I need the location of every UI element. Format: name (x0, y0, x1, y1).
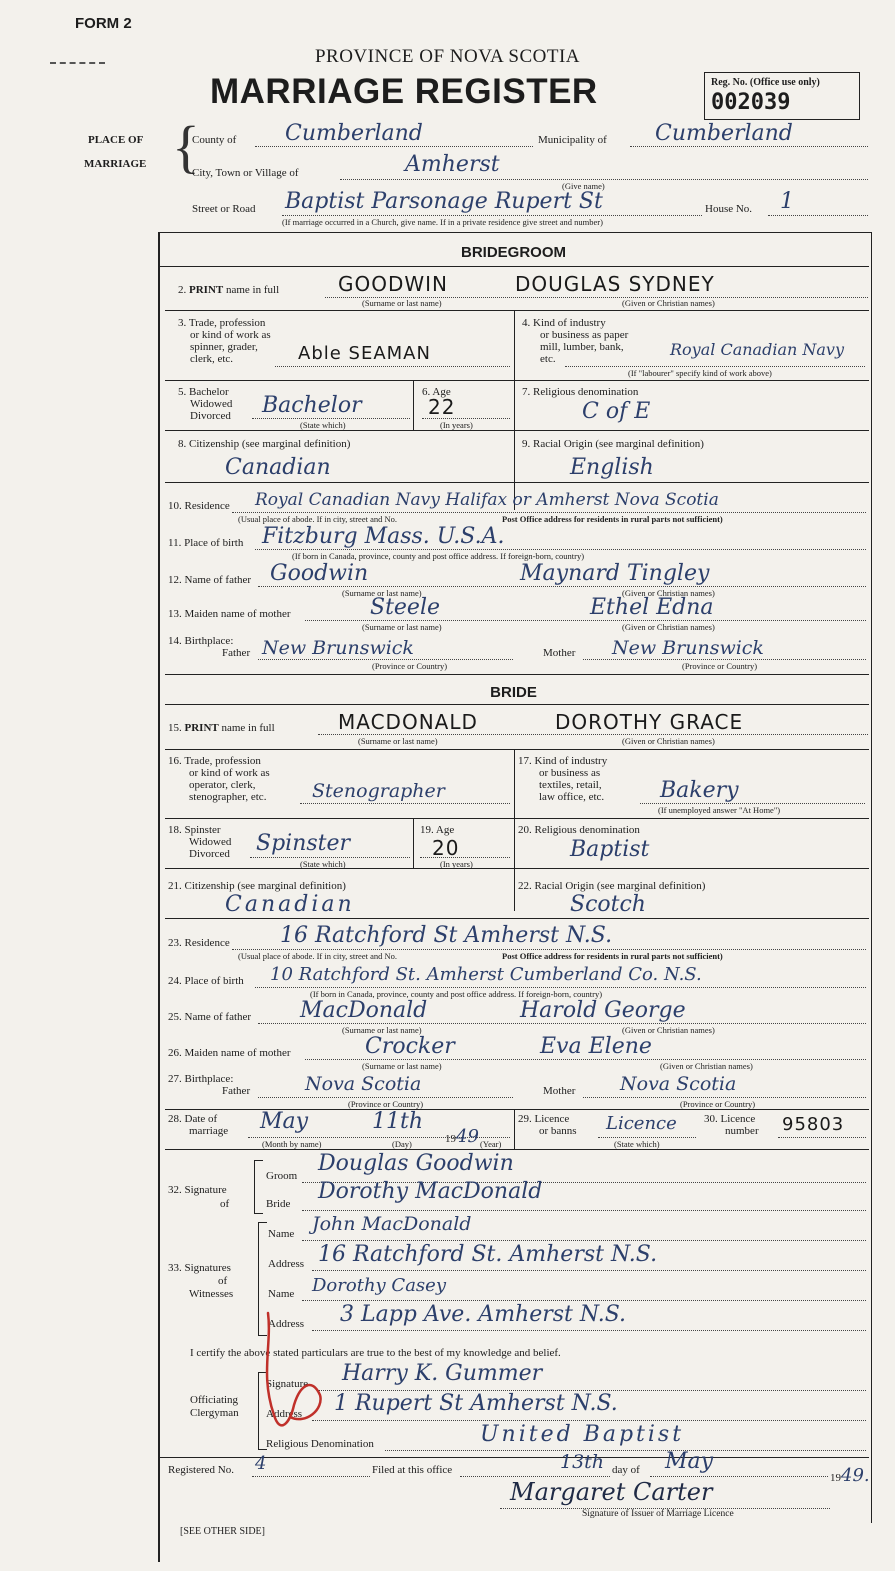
certification: I certify the above stated particulars are true to the best of my knowledge and belief. (190, 1347, 561, 1359)
field-16-label: 16. Trade, profession or kind of work as operator, clerk, stenographer, etc. (168, 755, 270, 803)
reg-no-box (704, 72, 860, 120)
field-22-label: 22. Racial Origin (see marginal definition) (518, 880, 706, 892)
field-3-label: 3. Trade, profession or kind of work as spinner, grader, clerk, etc. (178, 317, 271, 365)
bride-father-given: Harold George (520, 998, 686, 1023)
bride-mother-surname: Crocker (365, 1034, 455, 1059)
bride-industry: Bakery (660, 778, 739, 803)
field-33-label: 33. Signatures of Witnesses (168, 1262, 234, 1300)
w1-address: 16 Ratchford St. Amherst N.S. (318, 1242, 658, 1267)
groom-mother-prov-hint: (Province or Country) (682, 661, 758, 671)
field-21-label: 21. Citizenship (see marginal definition) (168, 880, 346, 892)
bride-birthplace-hint: (If born in Canada, province, county and post office address. If foreign-born, country) (310, 989, 603, 999)
groom-mother-birth-label: Mother (543, 647, 576, 659)
w2-name-label: Name (268, 1288, 295, 1300)
groom-father-surname: Goodwin (270, 561, 369, 586)
groom-sig-label: Groom (266, 1170, 298, 1182)
see-other-side: [SEE OTHER SIDE] (180, 1526, 265, 1537)
groom-citizenship: Canadian (225, 455, 331, 480)
groom-residence-hint: (Usual place of abode. If in city, street and No. (238, 514, 398, 524)
bride-citizenship: Canadian (225, 892, 355, 917)
filed-month: May (665, 1449, 714, 1474)
field-23-label: 23. Residence (168, 937, 230, 949)
field-11-label: 11. Place of birth (168, 537, 244, 549)
county-value: Cumberland (285, 121, 423, 146)
bride-residence: 16 Ratchford St Amherst N.S. (280, 923, 613, 948)
bride-industry-hint: (If unemployed answer "At Home") (658, 805, 781, 815)
groom-residence: Royal Canadian Navy Halifax or Amherst Nova Scotia (255, 490, 719, 510)
groom-father-prov-hint: (Province or Country) (372, 661, 448, 671)
form-title: MARRIAGE REGISTER (210, 72, 598, 111)
groom-mother-surname: Steele (370, 595, 441, 620)
bride-father-prov-hint: (Province or Country) (348, 1099, 424, 1109)
groom-father-surname-hint: (Surname or last name) (342, 588, 422, 598)
marriage-day: 11th (372, 1109, 424, 1134)
street-label: Street or Road (192, 203, 256, 215)
bride-father-birth-label: Father (222, 1085, 251, 1097)
province-heading: PROVINCE OF NOVA SCOTIA (314, 46, 581, 67)
bride-mother-given-hint: (Given or Christian names) (660, 1061, 753, 1071)
bride-status-hint: (State which) (300, 859, 346, 869)
field-15-label: 15. PRINT name in full (168, 722, 275, 734)
bride-age-hint: (In years) (440, 859, 473, 869)
bride-mother-given: Eva Elene (540, 1034, 652, 1059)
licence-type-hint: (State which) (614, 1139, 660, 1149)
field-27-label: 27. Birthplace: (168, 1073, 234, 1085)
bride-birthplace: 10 Ratchford St. Amherst Cumberland Co. N.S. (270, 964, 702, 985)
issuer-label: Signature of Issuer of Marriage Licence (582, 1509, 734, 1519)
clergy-sig-label: Signature (266, 1378, 309, 1390)
field-14-label: 14. Birthplace: (168, 635, 234, 647)
clergyman-label: Officiating Clergyman (190, 1394, 239, 1419)
bride-father-given-hint: (Given or Christian names) (622, 1025, 715, 1035)
groom-religion: C of E (582, 399, 651, 424)
issuer-signature: Margaret Carter (510, 1478, 713, 1506)
bride-heading: BRIDE (490, 684, 537, 701)
groom-father-birth-label: Father (222, 647, 251, 659)
marriage-label: MARRIAGE (84, 158, 147, 170)
filed-label: Filed at this office (372, 1464, 453, 1476)
field-6-label: 6. Age (422, 386, 451, 398)
bride-sig-label: Bride (266, 1198, 291, 1210)
groom-birthplace: Fitzburg Mass. U.S.A. (262, 524, 505, 549)
w2-address: 3 Lapp Ave. Amherst N.S. (340, 1302, 626, 1327)
bride-father-surname: MacDonald (300, 998, 428, 1023)
groom-surname: GOODWIN (338, 272, 449, 296)
groom-origin: English (570, 455, 654, 480)
groom-father-birth: New Brunswick (262, 637, 414, 659)
bride-origin: Scotch (570, 892, 646, 917)
municipality-value: Cumberland (655, 121, 793, 146)
groom-mother-surname-hint: (Surname or last name) (362, 622, 442, 632)
field-26-label: 26. Maiden name of mother (168, 1047, 291, 1059)
field-12-label: 12. Name of father (168, 574, 252, 586)
field-10-label: 10. Residence (168, 500, 230, 512)
street-note: (If marriage occurred in a Church, give name. If in a private residence give street and number) (282, 217, 603, 227)
reg-no-value: 002039 (711, 90, 791, 115)
bride-surname-hint: (Surname or last name) (358, 736, 438, 746)
groom-status-hint: (State which) (300, 420, 346, 430)
field-19-label: 19. Age (420, 824, 455, 836)
field-4-label: 4. Kind of industry or business as paper mill, lumber, bank, etc. (522, 317, 629, 365)
w1-name-label: Name (268, 1228, 295, 1240)
bride-given: DOROTHY GRACE (555, 710, 744, 734)
w1-address-label: Address (268, 1258, 305, 1270)
marriage-day-hint: (Day) (392, 1139, 412, 1149)
county-label: County of (192, 134, 237, 146)
field-18-label: 18. Spinster Widowed Divorced (168, 824, 232, 860)
field-8-label: 8. Citizenship (see marginal definition) (178, 438, 351, 450)
field-2-label: 2. PRINT name in full (178, 284, 280, 296)
bride-age: 20 (432, 836, 460, 860)
bride-residence-hint-2: Post Office address for residents in rural parts not sufficient) (502, 951, 723, 961)
house-value: 1 (780, 189, 794, 214)
clergy-address: 1 Rupert St Amherst N.S. (334, 1391, 618, 1416)
reg-no-label: Reg. No. (Office use only) (711, 77, 820, 88)
licence-number: 95803 (782, 1114, 845, 1135)
field-30-label: 30. Licence number (704, 1113, 759, 1137)
w1-name: John MacDonald (312, 1213, 472, 1235)
marriage-month: May (260, 1109, 309, 1134)
bride-mother-birth: Nova Scotia (620, 1073, 737, 1095)
field-17-label: 17. Kind of industry or business as textiles, retail, law office, etc. (518, 755, 608, 803)
groom-industry-hint: (If "labourer" specify kind of work above) (628, 368, 772, 378)
filed-day: 13th (560, 1451, 605, 1473)
bride-surname: MACDONALD (338, 710, 478, 734)
marriage-year-hint: (Year) (480, 1139, 502, 1149)
bride-mother-birth-label: Mother (543, 1085, 576, 1097)
bride-status: Spinster (256, 831, 351, 856)
w2-name: Dorothy Casey (312, 1275, 446, 1296)
bride-father-birth: Nova Scotia (305, 1073, 422, 1095)
bride-religion: Baptist (570, 837, 650, 862)
groom-signature: Douglas Goodwin (318, 1151, 514, 1176)
bridegroom-heading: BRIDEGROOM (461, 244, 566, 261)
brace-32 (254, 1160, 263, 1214)
field-29-label: 29. Licence or banns (518, 1113, 577, 1137)
bride-mother-prov-hint: (Province or Country) (680, 1099, 756, 1109)
bride-trade: Stenographer (312, 780, 445, 802)
field-20-label: 20. Religious denomination (518, 824, 640, 836)
groom-mother-given: Ethel Edna (590, 595, 714, 620)
municipality-label: Municipality of (538, 134, 607, 146)
form-number: FORM 2 (75, 15, 132, 32)
registered-label: Registered No. (168, 1464, 234, 1476)
field-24-label: 24. Place of birth (168, 975, 244, 987)
street-value: Baptist Parsonage Rupert St (285, 189, 603, 214)
groom-given: DOUGLAS SYDNEY (515, 272, 715, 296)
bride-residence-hint: (Usual place of abode. If in city, street and No. (238, 951, 398, 961)
w2-address-label: Address (268, 1318, 305, 1330)
brace: { (172, 114, 200, 179)
groom-status: Bachelor (262, 393, 362, 418)
city-label: City, Town or Village of (192, 167, 299, 179)
groom-industry: Royal Canadian Navy (670, 340, 844, 359)
groom-age: 22 (428, 395, 456, 419)
groom-mother-given-hint: (Given or Christian names) (622, 622, 715, 632)
licence-type: Licence (606, 1113, 677, 1134)
groom-residence-hint-2: Post Office address for residents in rural parts not sufficient) (502, 514, 723, 524)
clergy-address-label: Address (266, 1408, 303, 1420)
groom-given-hint: (Given or Christian names) (622, 298, 715, 308)
clergy-signature: Harry K. Gummer (342, 1361, 543, 1386)
groom-father-given: Maynard Tingley (520, 561, 710, 586)
day-of-label: day of (612, 1464, 640, 1476)
house-label: House No. (705, 203, 753, 215)
registered-no: 4 (255, 1453, 267, 1474)
groom-age-hint: (In years) (440, 420, 473, 430)
field-25-label: 25. Name of father (168, 1011, 252, 1023)
bride-father-surname-hint: (Surname or last name) (342, 1025, 422, 1035)
marriage-year: 1949 (445, 1126, 479, 1147)
city-value: Amherst (405, 152, 500, 177)
bride-signature: Dorothy MacDonald (318, 1179, 543, 1204)
field-7-label: 7. Religious denomination (522, 386, 639, 398)
give-name-hint: (Give name) (562, 181, 605, 191)
groom-father-given-hint: (Given or Christian names) (622, 588, 715, 598)
field-5-label: 5. Bachelor Widowed Divorced (178, 386, 233, 422)
field-28-label: 28. Date of marriage (168, 1113, 229, 1137)
bride-given-hint: (Given or Christian names) (622, 736, 715, 746)
marriage-month-hint: (Month by name) (262, 1139, 322, 1149)
groom-trade: Able SEAMAN (298, 343, 431, 364)
margin-instructions (0, 300, 160, 1400)
groom-birthplace-hint: (If born in Canada, province, county and post office address. If foreign-born, country) (292, 551, 585, 561)
filed-year: 1949. (830, 1465, 870, 1486)
field-32-label: 32. Signature of (168, 1184, 230, 1210)
clergy-denom-label: Religious Denomination (266, 1438, 374, 1450)
field-9-label: 9. Racial Origin (see marginal definition) (522, 438, 704, 450)
clergy-denomination: United Baptist (480, 1422, 685, 1447)
red-check-mark (250, 1305, 330, 1445)
field-13-label: 13. Maiden name of mother (168, 608, 291, 620)
groom-mother-birth: New Brunswick (612, 637, 764, 659)
groom-surname-hint: (Surname or last name) (362, 298, 442, 308)
place-label: PLACE OF (88, 134, 144, 146)
bride-mother-surname-hint: (Surname or last name) (362, 1061, 442, 1071)
